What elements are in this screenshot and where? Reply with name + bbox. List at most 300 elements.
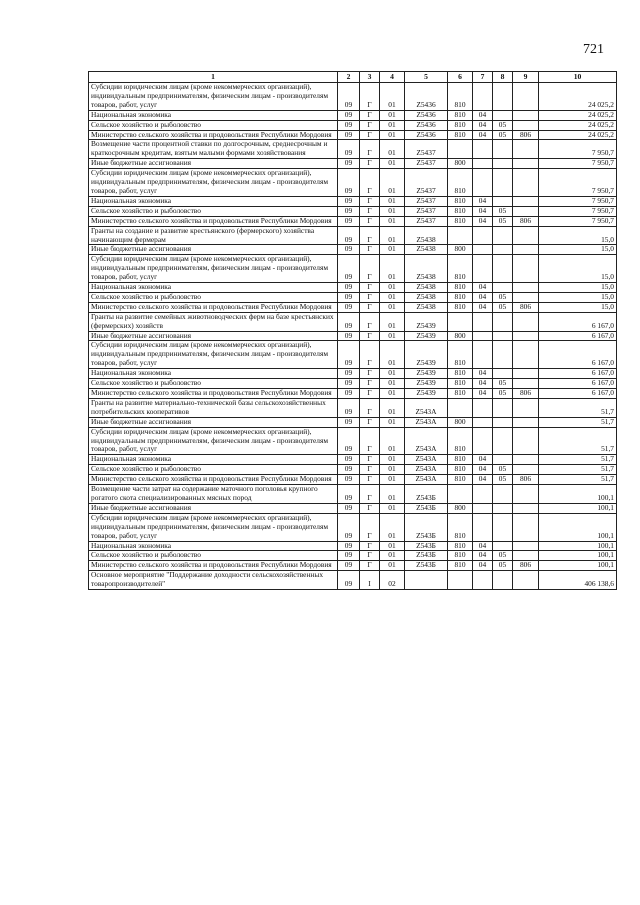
code-cell-4: 01 (380, 398, 405, 417)
amount-cell: 7 950,7 (539, 196, 617, 206)
code-cell-7: 04 (473, 541, 493, 551)
amount-cell: 24 025,2 (539, 83, 617, 111)
code-cell-8 (493, 159, 513, 169)
code-cell-6: 810 (448, 369, 473, 379)
row-name-cell: Гранты на развитие материально-технической базы сельскохозяйственных потребительских кооперативов (89, 398, 338, 417)
code-cell-3: Г (360, 196, 380, 206)
code-cell-3: Г (360, 169, 380, 197)
code-cell-6: 800 (448, 245, 473, 255)
row-name-cell: Субсидии юридическим лицам (кроме некоммерческих организаций), индивидуальным предпринимателям, физическим лицам - производителям товаров, работ, услуг (89, 341, 338, 369)
code-cell-2: 09 (338, 571, 360, 590)
code-cell-4: 01 (380, 196, 405, 206)
code-cell-8: 05 (493, 389, 513, 399)
column-header-3: 3 (360, 72, 380, 83)
code-cell-7: 04 (473, 379, 493, 389)
table-row (89, 369, 617, 379)
code-cell-9: 806 (513, 130, 539, 140)
code-cell-4: 01 (380, 140, 405, 159)
page-number: 721 (583, 42, 604, 57)
table-row (89, 83, 617, 111)
code-cell-3: Г (360, 455, 380, 465)
code-cell-6: 810 (448, 475, 473, 485)
row-name-cell: Сельское хозяйство и рыболовство (89, 379, 338, 389)
code-cell-6 (448, 571, 473, 590)
code-cell-4: 01 (380, 417, 405, 427)
code-cell-2: 09 (338, 503, 360, 513)
amount-cell: 24 025,2 (539, 120, 617, 130)
amount-cell: 7 950,7 (539, 206, 617, 216)
code-cell-6: 810 (448, 292, 473, 302)
code-cell-8: 05 (493, 130, 513, 140)
code-cell-5: Z5439 (405, 389, 448, 399)
code-cell-6: 810 (448, 389, 473, 399)
code-cell-4: 01 (380, 83, 405, 111)
code-cell-4: 01 (380, 302, 405, 312)
code-cell-3: Г (360, 398, 380, 417)
table-row (89, 513, 617, 541)
code-cell-2: 09 (338, 455, 360, 465)
code-cell-2: 09 (338, 292, 360, 302)
code-cell-6 (448, 226, 473, 245)
code-cell-4: 01 (380, 120, 405, 130)
row-name-cell: Национальная экономика (89, 369, 338, 379)
code-cell-7 (473, 571, 493, 590)
code-cell-4: 01 (380, 255, 405, 283)
amount-cell: 15,0 (539, 283, 617, 293)
code-cell-8 (493, 485, 513, 504)
code-cell-3: Г (360, 341, 380, 369)
row-name-cell: Министерство сельского хозяйства и продовольствия Республики Мордовия (89, 130, 338, 140)
code-cell-7: 04 (473, 196, 493, 206)
code-cell-8 (493, 541, 513, 551)
code-cell-6: 810 (448, 83, 473, 111)
code-cell-6: 810 (448, 551, 473, 561)
amount-cell: 6 167,0 (539, 389, 617, 399)
code-cell-7 (473, 513, 493, 541)
code-cell-6: 810 (448, 302, 473, 312)
code-cell-7: 04 (473, 561, 493, 571)
code-cell-7: 04 (473, 130, 493, 140)
row-name-cell: Сельское хозяйство и рыболовство (89, 551, 338, 561)
code-cell-8: 05 (493, 379, 513, 389)
code-cell-4: 01 (380, 110, 405, 120)
code-cell-3: Г (360, 389, 380, 399)
code-cell-8: 05 (493, 561, 513, 571)
table-row (89, 427, 617, 455)
row-name-cell: Сельское хозяйство и рыболовство (89, 292, 338, 302)
code-cell-5: Z543A (405, 398, 448, 417)
code-cell-3: Г (360, 302, 380, 312)
row-name-cell: Министерство сельского хозяйства и продовольствия Республики Мордовия (89, 475, 338, 485)
code-cell-8 (493, 571, 513, 590)
code-cell-5: Z5439 (405, 312, 448, 331)
code-cell-5: Z5439 (405, 341, 448, 369)
code-cell-8 (493, 83, 513, 111)
code-cell-3: Г (360, 312, 380, 331)
code-cell-7: 04 (473, 455, 493, 465)
code-cell-8 (493, 341, 513, 369)
code-cell-6: 800 (448, 503, 473, 513)
code-cell-7: 04 (473, 389, 493, 399)
code-cell-8 (493, 110, 513, 120)
code-cell-4: 01 (380, 465, 405, 475)
code-cell-3: Г (360, 110, 380, 120)
code-cell-6 (448, 398, 473, 417)
code-cell-2: 09 (338, 513, 360, 541)
code-cell-5 (405, 571, 448, 590)
amount-cell: 100,1 (539, 503, 617, 513)
code-cell-2: 09 (338, 551, 360, 561)
code-cell-4: 01 (380, 292, 405, 302)
code-cell-8 (493, 369, 513, 379)
table-row (89, 541, 617, 551)
amount-cell: 15,0 (539, 292, 617, 302)
code-cell-9: 806 (513, 389, 539, 399)
row-name-cell: Сельское хозяйство и рыболовство (89, 465, 338, 475)
code-cell-9: 806 (513, 302, 539, 312)
table-row (89, 465, 617, 475)
code-cell-5: Z5436 (405, 83, 448, 111)
code-cell-6: 810 (448, 169, 473, 197)
code-cell-9 (513, 341, 539, 369)
code-cell-2: 09 (338, 226, 360, 245)
code-cell-5: Z543A (405, 417, 448, 427)
code-cell-2: 09 (338, 196, 360, 206)
code-cell-2: 09 (338, 302, 360, 312)
code-cell-5: Z543A (405, 455, 448, 465)
table-row (89, 561, 617, 571)
table-row (89, 551, 617, 561)
code-cell-7 (473, 312, 493, 331)
column-header-9: 9 (513, 72, 539, 83)
code-cell-7: 04 (473, 292, 493, 302)
code-cell-9 (513, 465, 539, 475)
code-cell-9 (513, 110, 539, 120)
code-cell-4: 01 (380, 245, 405, 255)
row-name-cell: Сельское хозяйство и рыболовство (89, 120, 338, 130)
code-cell-4: 01 (380, 485, 405, 504)
code-cell-3: Г (360, 369, 380, 379)
row-name-cell: Гранты на развитие семейных животноводческих ферм на базе крестьянских (фермерских) хозяйств (89, 312, 338, 331)
code-cell-4: 01 (380, 341, 405, 369)
code-cell-4: 01 (380, 561, 405, 571)
amount-cell: 6 167,0 (539, 341, 617, 369)
row-name-cell: Национальная экономика (89, 283, 338, 293)
code-cell-8 (493, 245, 513, 255)
amount-cell: 100,1 (539, 541, 617, 551)
code-cell-3: I (360, 571, 380, 590)
code-cell-9 (513, 83, 539, 111)
code-cell-6: 810 (448, 541, 473, 551)
code-cell-6 (448, 140, 473, 159)
code-cell-3: Г (360, 216, 380, 226)
amount-cell: 6 167,0 (539, 379, 617, 389)
code-cell-7 (473, 398, 493, 417)
code-cell-8 (493, 283, 513, 293)
amount-cell: 51,7 (539, 398, 617, 417)
code-cell-7 (473, 503, 493, 513)
code-cell-9 (513, 169, 539, 197)
code-cell-3: Г (360, 255, 380, 283)
code-cell-3: Г (360, 130, 380, 140)
code-cell-2: 09 (338, 283, 360, 293)
code-cell-2: 09 (338, 169, 360, 197)
code-cell-6: 810 (448, 283, 473, 293)
code-cell-5: Z543Б (405, 541, 448, 551)
table-body (89, 83, 617, 590)
code-cell-2: 09 (338, 83, 360, 111)
column-header-8: 8 (493, 72, 513, 83)
code-cell-7: 04 (473, 465, 493, 475)
code-cell-7: 04 (473, 206, 493, 216)
amount-cell: 100,1 (539, 513, 617, 541)
code-cell-7: 04 (473, 120, 493, 130)
code-cell-3: Г (360, 159, 380, 169)
code-cell-4: 01 (380, 503, 405, 513)
code-cell-2: 09 (338, 255, 360, 283)
code-cell-3: Г (360, 245, 380, 255)
code-cell-9 (513, 140, 539, 159)
amount-cell: 7 950,7 (539, 159, 617, 169)
amount-cell: 100,1 (539, 485, 617, 504)
code-cell-6 (448, 485, 473, 504)
table-row (89, 571, 617, 590)
table-row (89, 475, 617, 485)
code-cell-6: 810 (448, 379, 473, 389)
code-cell-9 (513, 312, 539, 331)
table-row (89, 196, 617, 206)
row-name-cell: Гранты на создание и развитие крестьянского (фермерского) хозяйства начинающим фермерам (89, 226, 338, 245)
code-cell-6: 800 (448, 159, 473, 169)
row-name-cell: Министерство сельского хозяйства и продовольствия Республики Мордовия (89, 561, 338, 571)
code-cell-9 (513, 398, 539, 417)
code-cell-3: Г (360, 561, 380, 571)
code-cell-4: 01 (380, 159, 405, 169)
code-cell-2: 09 (338, 120, 360, 130)
code-cell-7 (473, 245, 493, 255)
code-cell-8 (493, 513, 513, 541)
code-cell-7: 04 (473, 110, 493, 120)
code-cell-5: Z543A (405, 427, 448, 455)
table-row (89, 140, 617, 159)
code-cell-3: Г (360, 120, 380, 130)
row-name-cell: Субсидии юридическим лицам (кроме некоммерческих организаций), индивидуальным предпринимателям, физическим лицам - производителям товаров, работ, услуг (89, 169, 338, 197)
code-cell-4: 01 (380, 475, 405, 485)
code-cell-4: 01 (380, 369, 405, 379)
table-row (89, 110, 617, 120)
code-cell-5: Z543Б (405, 513, 448, 541)
code-cell-6: 810 (448, 341, 473, 369)
code-cell-6: 810 (448, 513, 473, 541)
code-cell-9 (513, 571, 539, 590)
code-cell-6: 810 (448, 427, 473, 455)
code-cell-5: Z543A (405, 465, 448, 475)
code-cell-7 (473, 169, 493, 197)
code-cell-7 (473, 331, 493, 341)
code-cell-2: 09 (338, 312, 360, 331)
code-cell-3: Г (360, 541, 380, 551)
code-cell-4: 01 (380, 226, 405, 245)
code-cell-7: 04 (473, 283, 493, 293)
code-cell-4: 01 (380, 312, 405, 331)
code-cell-8 (493, 312, 513, 331)
code-cell-5: Z5437 (405, 196, 448, 206)
code-cell-3: Г (360, 379, 380, 389)
code-cell-9 (513, 485, 539, 504)
code-cell-8 (493, 331, 513, 341)
code-cell-5: Z5437 (405, 206, 448, 216)
column-header-1: 1 (89, 72, 338, 83)
table-row (89, 379, 617, 389)
code-cell-8: 05 (493, 216, 513, 226)
code-cell-7: 04 (473, 369, 493, 379)
code-cell-7: 04 (473, 475, 493, 485)
code-cell-4: 01 (380, 513, 405, 541)
code-cell-2: 09 (338, 541, 360, 551)
column-header-6: 6 (448, 72, 473, 83)
code-cell-2: 09 (338, 417, 360, 427)
code-cell-8: 05 (493, 551, 513, 561)
row-name-cell: Министерство сельского хозяйства и продовольствия Республики Мордовия (89, 389, 338, 399)
code-cell-3: Г (360, 283, 380, 293)
code-cell-4: 01 (380, 551, 405, 561)
code-cell-2: 09 (338, 485, 360, 504)
code-cell-5: Z5439 (405, 379, 448, 389)
code-cell-5: Z5437 (405, 140, 448, 159)
code-cell-4: 01 (380, 541, 405, 551)
code-cell-2: 09 (338, 379, 360, 389)
code-cell-8 (493, 503, 513, 513)
amount-cell: 15,0 (539, 302, 617, 312)
code-cell-6: 810 (448, 130, 473, 140)
code-cell-8 (493, 226, 513, 245)
table-row (89, 120, 617, 130)
code-cell-5: Z5438 (405, 283, 448, 293)
code-cell-2: 09 (338, 341, 360, 369)
amount-cell: 24 025,2 (539, 130, 617, 140)
amount-cell: 51,7 (539, 475, 617, 485)
code-cell-2: 09 (338, 140, 360, 159)
code-cell-4: 01 (380, 169, 405, 197)
code-cell-2: 09 (338, 465, 360, 475)
code-cell-3: Г (360, 226, 380, 245)
row-name-cell: Субсидии юридическим лицам (кроме некоммерческих организаций), индивидуальным предпринимателям, физическим лицам - производителям товаров, работ, услуг (89, 427, 338, 455)
code-cell-5: Z5436 (405, 110, 448, 120)
code-cell-3: Г (360, 503, 380, 513)
code-cell-5: Z5437 (405, 216, 448, 226)
code-cell-5: Z5438 (405, 245, 448, 255)
code-cell-7 (473, 417, 493, 427)
code-cell-5: Z5438 (405, 255, 448, 283)
code-cell-6: 810 (448, 110, 473, 120)
table-row (89, 206, 617, 216)
code-cell-2: 09 (338, 245, 360, 255)
code-cell-8: 05 (493, 120, 513, 130)
code-cell-9 (513, 255, 539, 283)
row-name-cell: Иные бюджетные ассигнования (89, 159, 338, 169)
code-cell-2: 09 (338, 159, 360, 169)
code-cell-5: Z543Б (405, 561, 448, 571)
amount-cell: 7 950,7 (539, 140, 617, 159)
code-cell-9 (513, 206, 539, 216)
code-cell-7 (473, 226, 493, 245)
code-cell-9 (513, 541, 539, 551)
code-cell-5: Z5436 (405, 120, 448, 130)
code-cell-4: 01 (380, 130, 405, 140)
code-cell-6: 810 (448, 206, 473, 216)
code-cell-8 (493, 196, 513, 206)
code-cell-9 (513, 120, 539, 130)
code-cell-7 (473, 255, 493, 283)
table-row (89, 389, 617, 399)
code-cell-9 (513, 503, 539, 513)
code-cell-5: Z543Б (405, 503, 448, 513)
code-cell-4: 01 (380, 216, 405, 226)
table-row (89, 216, 617, 226)
code-cell-2: 09 (338, 427, 360, 455)
table-row (89, 331, 617, 341)
code-cell-6: 810 (448, 196, 473, 206)
code-cell-3: Г (360, 417, 380, 427)
column-header-4: 4 (380, 72, 405, 83)
code-cell-6: 810 (448, 455, 473, 465)
table-row (89, 455, 617, 465)
code-cell-9 (513, 455, 539, 465)
code-cell-7 (473, 83, 493, 111)
code-cell-8: 05 (493, 206, 513, 216)
code-cell-8 (493, 417, 513, 427)
code-cell-9 (513, 379, 539, 389)
code-cell-9 (513, 369, 539, 379)
code-cell-2: 09 (338, 398, 360, 417)
code-cell-7 (473, 159, 493, 169)
table-row (89, 226, 617, 245)
amount-cell: 15,0 (539, 255, 617, 283)
code-cell-8 (493, 140, 513, 159)
table-row (89, 312, 617, 331)
code-cell-3: Г (360, 206, 380, 216)
code-cell-5: Z5438 (405, 226, 448, 245)
code-cell-9: 806 (513, 216, 539, 226)
code-cell-8: 05 (493, 292, 513, 302)
amount-cell: 100,1 (539, 561, 617, 571)
code-cell-4: 02 (380, 571, 405, 590)
code-cell-3: Г (360, 551, 380, 561)
code-cell-5: Z543Б (405, 485, 448, 504)
code-cell-3: Г (360, 475, 380, 485)
column-header-2: 2 (338, 72, 360, 83)
table-row (89, 398, 617, 417)
code-cell-3: Г (360, 292, 380, 302)
code-cell-4: 01 (380, 206, 405, 216)
code-cell-5: Z5439 (405, 369, 448, 379)
row-name-cell: Возмещение части процентной ставки по долгосрочным, среднесрочным и краткосрочным кредитам, взятым малыми формами хозяйствования (89, 140, 338, 159)
code-cell-2: 09 (338, 110, 360, 120)
row-name-cell: Возмещение части затрат на содержание маточного поголовья крупного рогатого скота специализированных мясных пород (89, 485, 338, 504)
amount-cell: 51,7 (539, 427, 617, 455)
table-row (89, 417, 617, 427)
code-cell-3: Г (360, 427, 380, 455)
row-name-cell: Иные бюджетные ассигнования (89, 417, 338, 427)
code-cell-9 (513, 417, 539, 427)
table-header-row (89, 72, 617, 83)
amount-cell: 51,7 (539, 455, 617, 465)
code-cell-9 (513, 245, 539, 255)
table-row (89, 503, 617, 513)
code-cell-4: 01 (380, 379, 405, 389)
code-cell-7: 04 (473, 302, 493, 312)
code-cell-6: 800 (448, 331, 473, 341)
